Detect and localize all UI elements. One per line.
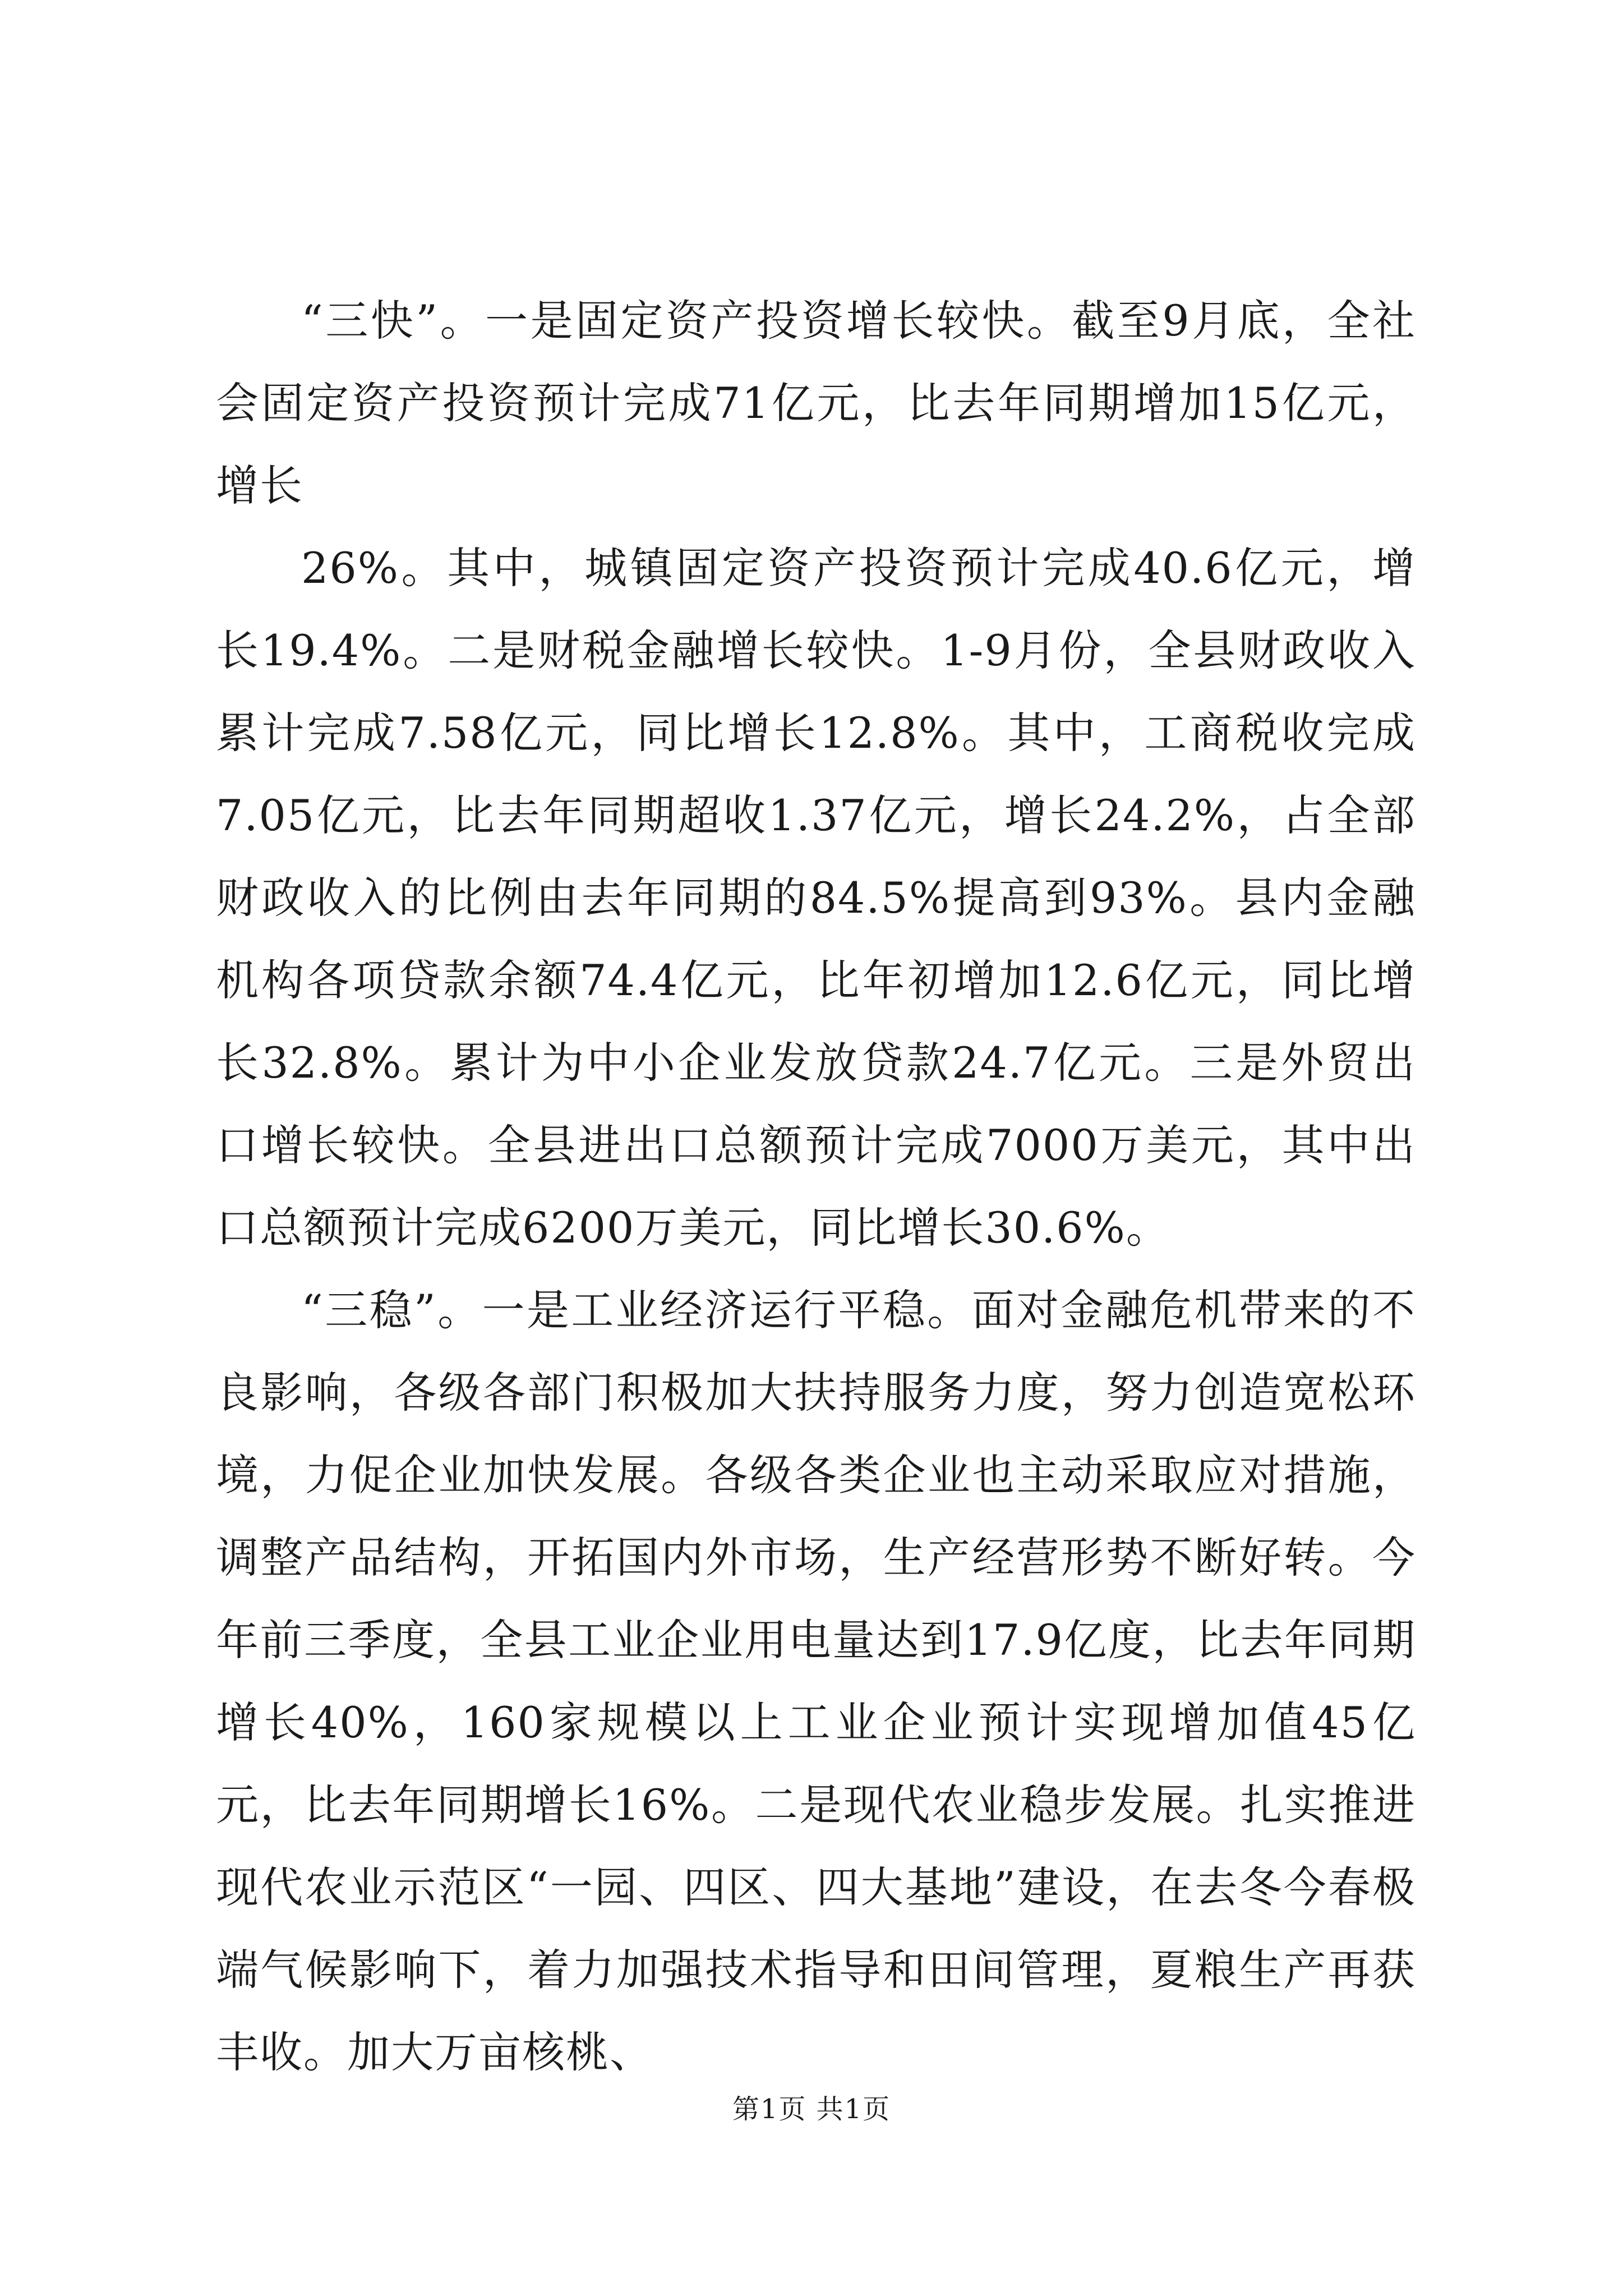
page-footer: 第1页 共1页	[732, 2093, 891, 2125]
paragraph-three-stable: “三稳”。一是工业经济运行平稳。面对金融危机带来的不良影响，各级各部门积极加大扶持服务力度，努力创造宽松环境，力促企业加快发展。各级各类企业也主动采取应对措施，调整产品结构，开拓国内外市场，生产经营形势不断好转。今年前三季度，全县工业企业用电量达到17.9亿度，比去年同期增长40%，160家规模以上工业企业预计实现增加值45亿元，比去年同期增长16%。二是现代农业稳步发展。扎实推进现代农业示范区“一园、四区、四大基地”建设，在去冬今春极端气候影响下，着力加强技术指导和田间管理，夏粮生产再获丰收。加大万亩核桃、	[216, 1285, 1416, 2077]
paragraph-three-fast: “三快”。一是固定资产投资增长较快。截至9月底，全社会固定资产投资预计完成71亿元，比去年同期增加15亿元，增长	[216, 296, 1416, 510]
body-text	[216, 279, 1416, 2093]
paragraph-investment-finance-trade: 26%。其中，城镇固定资产投资预计完成40.6亿元，增长19.4%。二是财税金融增长较快。1-9月份，全县财政收入累计完成7.58亿元，同比增长12.8%。其中，工商税收完成7.05亿元，比去年同期超收1.37亿元，增长24.2%，占全部财政收入的比例由去年同期的84.5%提高到93%。县内金融机构各项贷款余额74.4亿元，比年初增加12.6亿元，同比增长32.8%。累计为中小企业发放贷款24.7亿元。三是外贸出口增长较快。全县进出口总额预计完成7000万美元，其中出口总额预计完成6200万美元，同比增长30.6%。	[216, 543, 1416, 1253]
